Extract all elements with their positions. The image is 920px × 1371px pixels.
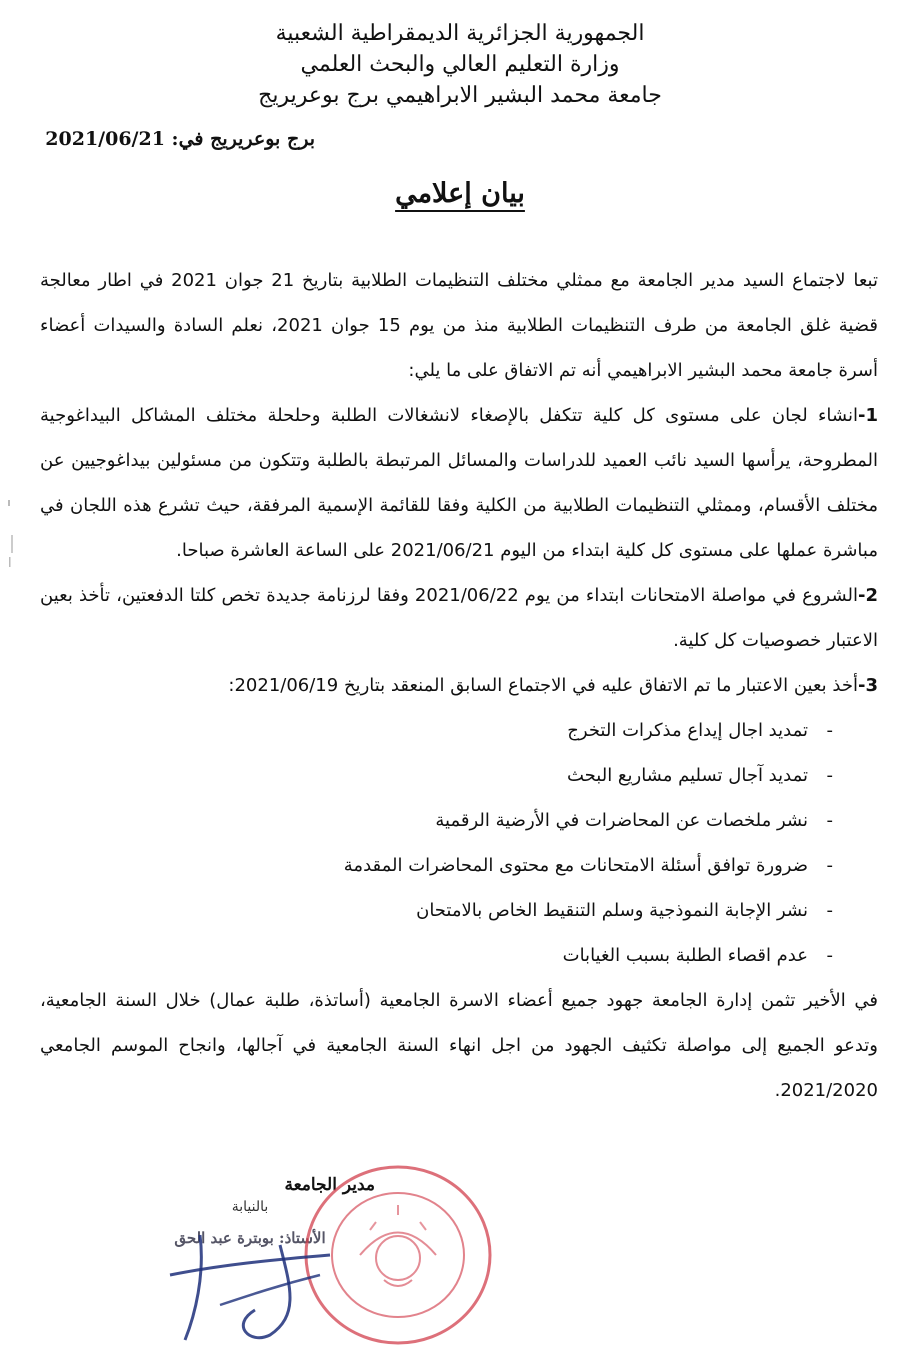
bullet-list [40, 708, 878, 978]
header-university: جامعة محمد البشير الابراهيمي برج بوعريريج [258, 83, 662, 108]
numbered-item-2 [40, 573, 878, 663]
intro-paragraph: تبعا لاجتماع السيد مدير الجامعة مع ممثلي مختلف التنظيمات الطلابية بتاريخ 21 جوان 2021 في اطار معالجة قضية غلق الجامعة من طرف التنظيمات الطلابية منذ من يوم 15 جوان 2021، نعلم السادة والسيدات أعضاء أسرة جامعة محمد البشير الابراهيمي أنه تم الاتفاق على ما يلي: [40, 270, 878, 381]
item-text: انشاء لجان على مستوى كل كلية تتكفل بالإصغاء لانشغالات الطلبة وحلحلة مختلف المشاكل البيداغوجية المطروحة، يرأسها السيد نائب العميد للدراسات والمسائل المرتبطة بالطلبة وتتكون من مسئولين بيداغوجيين عن مختلف الأقسام، وممثلي التنظيمات الطلابية من الكلية وفقا للقائمة الإسمية المرفقة، حيث تشرع هذه اللجان في مباشرة عملها على مستوى كل كلية ابتداء من اليوم 2021/06/21 على الساعة العاشرة صباحا. [40, 405, 878, 561]
list-item [40, 708, 878, 753]
item-number: 2- [857, 585, 878, 606]
signatory-proxy: بالنيابة [231, 1199, 269, 1215]
list-item-text: نشر الإجابة النموذجية وسلم التنقيط الخاص بالامتحان [416, 900, 808, 921]
numbered-item-3 [40, 663, 878, 708]
list-item [40, 843, 878, 888]
bullet-dash: - [826, 720, 833, 741]
item-text: الشروع في مواصلة الامتحانات ابتداء من يوم 2021/06/22 وفقا لرزنامة جديدة تخص كلتا الدفعتين، تأخذ بعين الاعتبار خصوصيات كل كلية. [40, 585, 878, 651]
header-ministry: وزارة التعليم العالي والبحث العلمي [300, 52, 620, 77]
place-date: برج بوعريريج في: 2021/06/21 [45, 128, 315, 150]
letterhead [0, 18, 920, 111]
closing-paragraph: في الأخير تثمن إدارة الجامعة جهود جميع أعضاء الاسرة الجامعية (أساتذة، طلبة عمال) خلال السنة الجامعية، وتدعو الجميع إلى مواصلة تكثيف الجهود من اجل انهاء السنة الجامعية في آجالها، وانجاح الموسم الجامعي 2021/2020. [40, 990, 878, 1101]
numbered-item-1 [40, 393, 878, 573]
header-republic: الجمهورية الجزائرية الديمقراطية الشعبية [275, 21, 645, 46]
bullet-dash: - [826, 810, 833, 831]
document-body [40, 258, 878, 1113]
scan-speck-marks [5, 495, 17, 585]
list-item-text: تمديد آجال تسليم مشاريع البحث [566, 765, 808, 786]
list-item [40, 753, 878, 798]
item-text: أخذ بعين الاعتبار ما تم الاتفاق عليه في الاجتماع السابق المنعقد بتاريخ 2021/06/19: [228, 675, 858, 696]
list-item-text: عدم اقصاء الطلبة بسبب الغيابات [562, 945, 808, 966]
list-item-text: ضرورة توافق أسئلة الامتحانات مع محتوى المحاضرات المقدمة [343, 855, 808, 876]
handwritten-signature [160, 1215, 340, 1345]
item-number: 1- [857, 405, 878, 426]
bullet-dash: - [826, 855, 833, 876]
list-item [40, 888, 878, 933]
list-item-text: تمديد اجال إيداع مذكرات التخرج [567, 720, 808, 741]
list-item [40, 798, 878, 843]
document-title-wrap [0, 178, 920, 209]
list-item-text: نشر ملخصات عن المحاضرات في الأرضية الرقمية [435, 810, 808, 831]
document-title: بيان إعلامي [395, 178, 525, 209]
signatory-name: الأستاذ: بوبترة عبد الحق [174, 1229, 326, 1247]
signatory-title: مدير الجامعة [284, 1175, 375, 1195]
bullet-dash: - [826, 765, 833, 786]
bullet-dash: - [826, 945, 833, 966]
list-item [40, 933, 878, 978]
item-number: 3- [857, 675, 878, 696]
bullet-dash: - [826, 900, 833, 921]
